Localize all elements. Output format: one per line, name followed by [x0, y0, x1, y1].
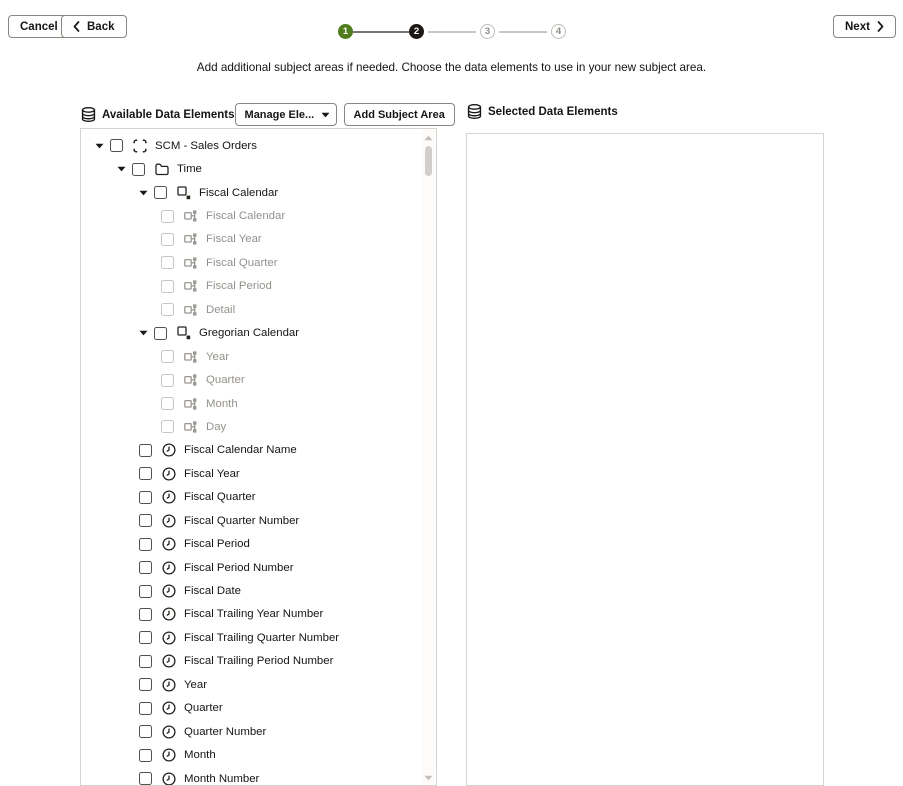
- step-1-indicator: 1: [338, 24, 353, 39]
- clock-icon: [161, 653, 177, 669]
- clock-icon: [161, 513, 177, 529]
- tree-checkbox[interactable]: [110, 139, 123, 152]
- tree-checkbox[interactable]: [161, 420, 174, 433]
- cancel-button[interactable]: Cancel: [8, 15, 70, 38]
- tree-item-label: Day: [206, 420, 227, 433]
- back-button-label: Back: [87, 20, 115, 33]
- tree-checkbox[interactable]: [161, 210, 174, 223]
- clock-icon: [161, 442, 177, 458]
- tree-checkbox[interactable]: [154, 186, 167, 199]
- tree-item-label: Fiscal Date: [184, 585, 241, 598]
- selected-panel-title: Selected Data Elements: [488, 105, 618, 118]
- tree-item-label: SCM - Sales Orders: [155, 139, 257, 152]
- clock-icon: [161, 700, 177, 716]
- clock-icon: [161, 630, 177, 646]
- clock-icon: [161, 583, 177, 599]
- tree-row[interactable]: [81, 556, 436, 579]
- database-icon: [80, 106, 97, 123]
- next-button-label: Next: [845, 20, 870, 33]
- clock-icon: [161, 536, 177, 552]
- tree-item-label: Fiscal Quarter Number: [184, 514, 300, 527]
- available-data-elements-panel: [80, 128, 437, 786]
- tree-row[interactable]: [81, 298, 436, 321]
- next-button[interactable]: [833, 15, 896, 38]
- tree-row[interactable]: [81, 439, 436, 462]
- step-connector-2-3: [428, 31, 476, 33]
- clock-icon: [161, 466, 177, 482]
- level-icon: [183, 208, 199, 224]
- caret-down-icon[interactable]: [139, 330, 154, 336]
- tree-checkbox[interactable]: [139, 725, 152, 738]
- wizard-stepper: [338, 24, 566, 39]
- tree-checkbox[interactable]: [139, 491, 152, 504]
- tree-item-label: Quarter: [184, 702, 223, 715]
- tree-row[interactable]: [81, 392, 436, 415]
- tree-item-label: Quarter Number: [184, 725, 267, 738]
- level-icon: [183, 419, 199, 435]
- tree-row[interactable]: [81, 204, 436, 227]
- tree-checkbox[interactable]: [161, 397, 174, 410]
- tree-row[interactable]: [81, 720, 436, 743]
- tree-row[interactable]: [81, 368, 436, 391]
- caret-down-icon[interactable]: [139, 190, 154, 196]
- hierarchy-icon: [176, 185, 192, 201]
- level-icon: [183, 302, 199, 318]
- tree-checkbox[interactable]: [161, 233, 174, 246]
- tree-checkbox[interactable]: [139, 655, 152, 668]
- chevron-left-icon: [73, 21, 80, 32]
- clock-icon: [161, 677, 177, 693]
- tree-row[interactable]: [81, 743, 436, 766]
- tree-row[interactable]: [81, 673, 436, 696]
- tree-item-label: Fiscal Period: [206, 280, 272, 293]
- tree-item-label: Fiscal Quarter: [184, 491, 256, 504]
- dropdown-caret-icon: [321, 112, 330, 118]
- tree-row[interactable]: [81, 532, 436, 555]
- level-icon: [183, 372, 199, 388]
- tree-row[interactable]: [81, 228, 436, 251]
- tree-row[interactable]: [81, 579, 436, 602]
- tree-checkbox[interactable]: [161, 280, 174, 293]
- tree-item-label: Fiscal Trailing Year Number: [184, 608, 324, 621]
- caret-down-icon[interactable]: [117, 166, 132, 172]
- tree-checkbox[interactable]: [161, 350, 174, 363]
- tree-item-label: Fiscal Period Number: [184, 561, 294, 574]
- tree-checkbox[interactable]: [139, 772, 152, 785]
- tree-checkbox[interactable]: [139, 538, 152, 551]
- clock-icon: [161, 606, 177, 622]
- level-icon: [183, 231, 199, 247]
- tree-row[interactable]: [81, 157, 436, 180]
- tree-row[interactable]: [81, 275, 436, 298]
- tree-checkbox[interactable]: [139, 608, 152, 621]
- available-panel-title: Available Data Elements: [102, 108, 235, 121]
- caret-down-icon[interactable]: [95, 143, 110, 149]
- step-4-indicator: 4: [551, 24, 566, 39]
- tree-item-label: Fiscal Quarter: [206, 256, 278, 269]
- folder-icon: [154, 161, 170, 177]
- tree-checkbox[interactable]: [139, 585, 152, 598]
- tree-item-label: Fiscal Trailing Period Number: [184, 655, 334, 668]
- tree-row[interactable]: [81, 345, 436, 368]
- tree-item-label: Fiscal Year: [206, 233, 262, 246]
- tree-checkbox[interactable]: [132, 163, 145, 176]
- tree-row[interactable]: [81, 181, 436, 204]
- tree-checkbox[interactable]: [161, 256, 174, 269]
- subject-area-icon: [132, 138, 148, 154]
- scrollbar-up-button[interactable]: [422, 131, 435, 145]
- tree-checkbox[interactable]: [139, 631, 152, 644]
- tree-checkbox[interactable]: [161, 303, 174, 316]
- tree-row[interactable]: [81, 462, 436, 485]
- tree-row[interactable]: [81, 603, 436, 626]
- manage-elements-button[interactable]: [235, 103, 337, 126]
- chevron-right-icon: [877, 21, 884, 32]
- tree-item-label: Year: [184, 678, 208, 691]
- tree-item-label: Time: [177, 163, 202, 176]
- level-icon: [183, 396, 199, 412]
- scrollbar-down-button[interactable]: [422, 771, 435, 785]
- tree: [81, 134, 436, 786]
- selected-data-elements-panel: [466, 133, 824, 786]
- step-2-indicator: 2: [409, 24, 424, 39]
- tree-row[interactable]: [81, 697, 436, 720]
- wizard-instruction: Add additional subject areas if needed. Choose the data elements to use in your new subject area.: [196, 61, 707, 74]
- back-button[interactable]: [61, 15, 127, 38]
- tree-item-label: Year: [206, 350, 230, 363]
- tree-row[interactable]: [81, 322, 436, 345]
- tree-item-label: Fiscal Calendar: [199, 186, 279, 199]
- clock-icon: [161, 747, 177, 763]
- tree-checkbox[interactable]: [139, 467, 152, 480]
- add-subject-area-button[interactable]: Add Subject Area: [344, 103, 455, 126]
- tree-checkbox[interactable]: [154, 327, 167, 340]
- tree-row[interactable]: [81, 650, 436, 673]
- database-icon: [466, 103, 483, 120]
- tree-checkbox[interactable]: [139, 749, 152, 762]
- step-connector-1-2: [353, 31, 409, 33]
- tree-checkbox[interactable]: [139, 444, 152, 457]
- selected-panel-header: [466, 103, 824, 120]
- manage-elements-label: Manage Ele...: [244, 108, 315, 121]
- tree-checkbox[interactable]: [139, 514, 152, 527]
- level-icon: [183, 255, 199, 271]
- step-3-indicator: 3: [480, 24, 495, 39]
- tree-scrollbar[interactable]: [422, 130, 435, 786]
- tree-row[interactable]: [81, 251, 436, 274]
- step-connector-3-4: [499, 31, 547, 33]
- tree-row[interactable]: [81, 415, 436, 438]
- tree-row[interactable]: [81, 767, 436, 786]
- tree-item-label: Fiscal Calendar Name: [184, 444, 297, 457]
- clock-icon: [161, 771, 177, 786]
- clock-icon: [161, 724, 177, 740]
- hierarchy-icon: [176, 325, 192, 341]
- tree-checkbox[interactable]: [139, 702, 152, 715]
- tree-row[interactable]: [81, 626, 436, 649]
- clock-icon: [161, 560, 177, 576]
- tree-checkbox[interactable]: [139, 678, 152, 691]
- tree-row[interactable]: [81, 509, 436, 532]
- tree-checkbox[interactable]: [139, 561, 152, 574]
- tree-item-label: Detail: [206, 303, 236, 316]
- tree-item-label: Fiscal Calendar: [206, 210, 286, 223]
- tree-item-label: Gregorian Calendar: [199, 327, 300, 340]
- tree-item-label: Fiscal Year: [184, 467, 240, 480]
- tree-item-label: Month: [184, 749, 216, 762]
- tree-item-label: Month: [206, 397, 238, 410]
- tree-item-label: Fiscal Trailing Quarter Number: [184, 631, 340, 644]
- level-icon: [183, 278, 199, 294]
- tree-item-label: Fiscal Period: [184, 538, 250, 551]
- tree-item-label: Month Number: [184, 772, 260, 785]
- level-icon: [183, 349, 199, 365]
- scrollbar-thumb[interactable]: [425, 146, 432, 176]
- tree-row[interactable]: [81, 486, 436, 509]
- clock-icon: [161, 489, 177, 505]
- available-panel-header: [80, 103, 445, 126]
- tree-item-label: Quarter: [206, 374, 245, 387]
- tree-row[interactable]: [81, 134, 436, 157]
- tree-checkbox[interactable]: [161, 374, 174, 387]
